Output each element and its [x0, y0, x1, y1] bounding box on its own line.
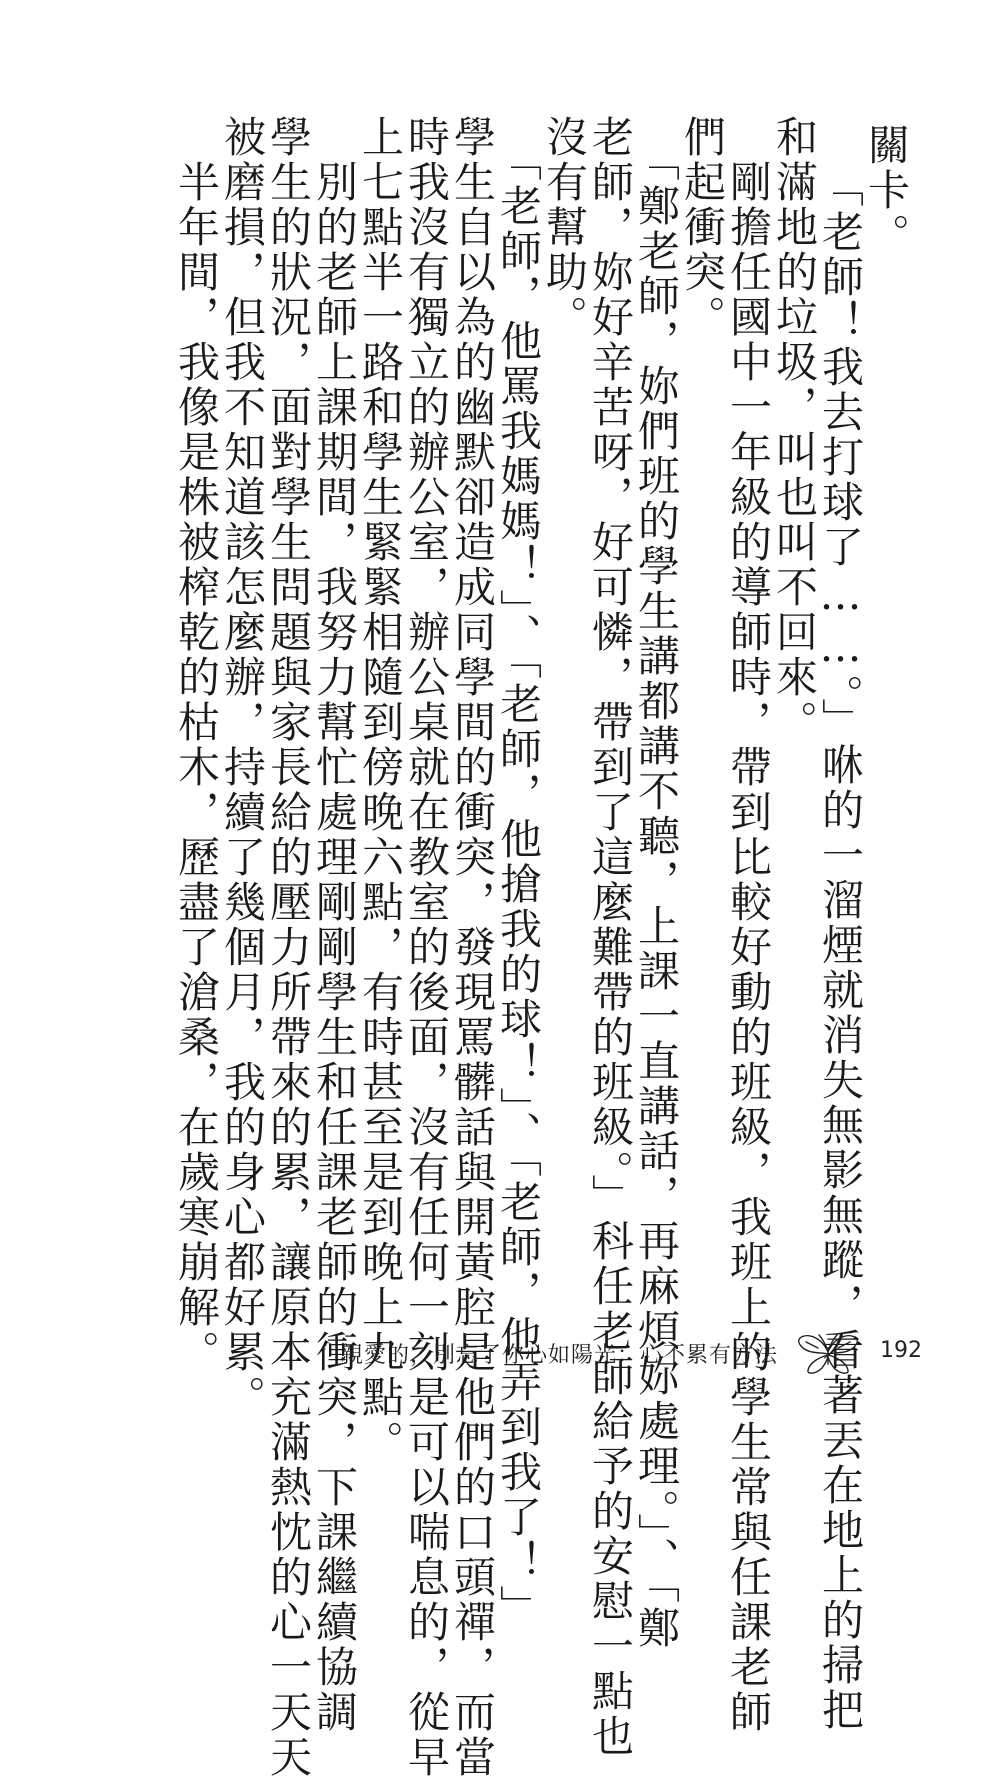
book-title: 親愛的，別忘了你心如陽光：心不累有方法	[340, 1343, 778, 1368]
text-column-11: 時我沒有獨立的辦公室，辦公桌就在教室的後面，沒有任何一刻是可以喘息的，從早	[402, 115, 451, 1780]
text-column-5: 們起衝突。	[678, 115, 727, 340]
text-column-10: 學生自以為的幽默卻造成同學間的衝突，發現罵髒話與開黃腔是他們的口頭禪，而當	[448, 115, 497, 1780]
page-number: 192	[880, 1338, 922, 1363]
text-column-13: 別的老師上課期間，我努力幫忙處理剛剛學生和任課老師的衝突，下課繼續協調	[310, 115, 359, 1735]
page-footer	[0, 1330, 1000, 1380]
text-column-6: 「鄭老師，妳們班的學生講都講不聽，上課一直講話，再麻煩妳處理。」、「鄭	[632, 115, 681, 1651]
text-column-16: 半年間，我像是株被榨乾的枯木，歷盡了滄桑，在歲寒崩解。	[172, 115, 221, 1375]
text-column-4: 剛擔任國中一年級的導師時，帶到比較好動的班級，我班上的學生常與任課老師	[724, 115, 773, 1735]
text-column-1: 關卡。	[862, 123, 911, 258]
text-column-14: 學生的狀況，面對學生問題與家長給的壓力所帶來的累，讓原本充滿熱忱的心一天天	[264, 115, 313, 1780]
butterfly-icon	[792, 1330, 864, 1380]
text-column-9: 「老師，他罵我媽媽！」、「老師，他搶我的球！」、「老師，他弄到我了！」	[494, 115, 543, 1630]
text-column-15: 被磨損，但我不知道該怎麼辦，持續了幾個月，我的身心都好累。	[218, 115, 267, 1420]
text-column-3: 和滿地的垃圾，叫也叫不回來。	[770, 115, 819, 745]
text-column-8: 沒有幫助。	[540, 115, 589, 340]
text-column-2: 「老師！我去打球了……。」咻的一溜煙就消失無影無蹤，看著丟在地上的掃把	[816, 165, 865, 1733]
text-column-12: 上七點半一路和學生緊緊相隨到傍晚六點，有時甚至是到晚上九點。	[356, 115, 405, 1465]
text-column-7: 老師，妳好辛苦呀，好可憐，帶到了這麼難帶的班級。」科任老師給予的安慰一點也	[586, 115, 635, 1759]
